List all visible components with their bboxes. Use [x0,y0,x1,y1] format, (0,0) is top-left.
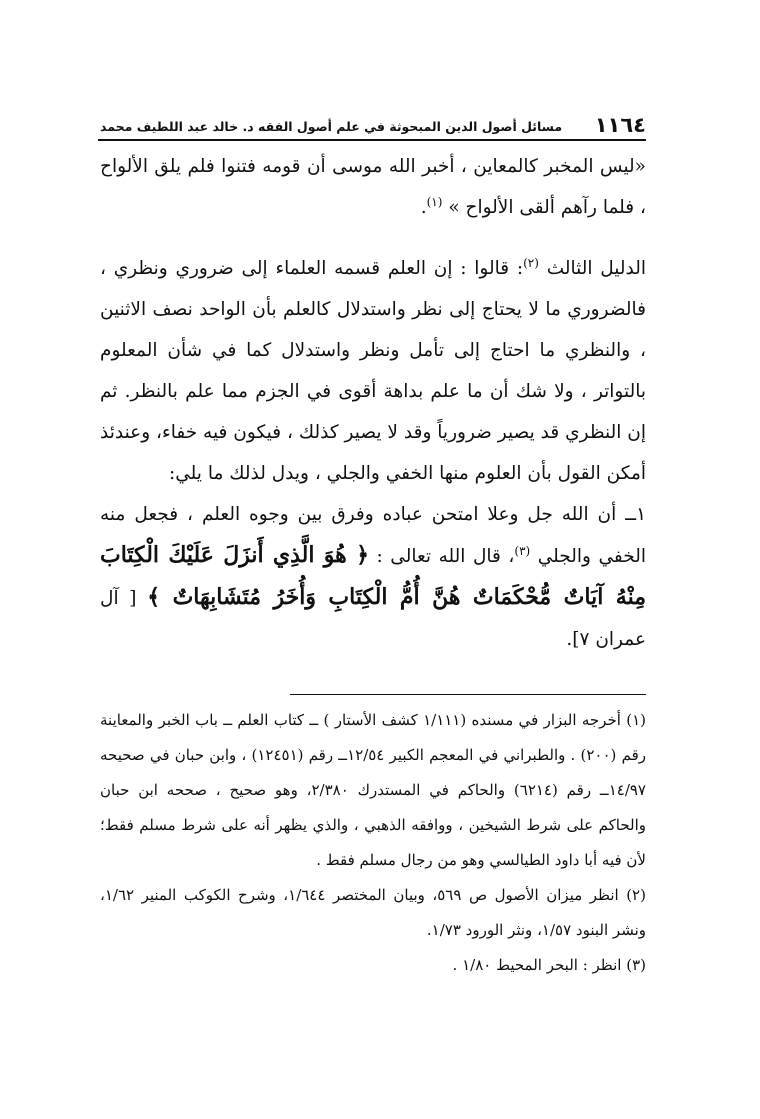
point-1-mid: ، قال الله تعالى : [376,546,515,567]
quote-line-1: «ليس المخبر كالمعاين ، أخبر الله موسى أن قومه فتنوا فلم يلق الألواح ، [100,156,646,218]
quran-verse: ﴿ هُوَ الَّذِي أَنزَلَ عَلَيْكَ الْكِتَابَ مِنْهُ آيَاتٌ مُّحْكَمَاتٌ هُنَّ أُمُّ الْكِتَابِ وَأُخَرُ مُتَشَابِهَاتٌ ﴾ [100,542,646,610]
footnote-ref-2: (٢) [523,255,539,270]
footnote-separator [290,694,646,695]
running-title: مسائل أصول الدين المبحوثة في علم أصول الفقه د. خالد عبد اللطيف محمد [100,119,563,134]
page-number: ١١٦٤ [594,113,646,137]
point-1-text: ١ــ أن الله جل وعلا امتحن عباده وفرق بين وجوه العلم ، فجعل منه الخفي والجلي [100,504,646,567]
footnote-1: (١) أخرجه البزار في مسنده (١/١١١ كشف الأستار ) ــ كتاب العلم ــ باب الخبر والمعاينة رقم (٢٠٠) . والطبراني في المعجم الكبير ١٢/٥٤ــ رقم (١٢٤٥١) ، وابن حبان في صحيحه ١٤/٩٧ــ رقم (٦٢١٤) والحاكم في المستدرك ٢/٣٨٠، وهو صحيح ، صححه ابن حبان والحاكم على شرط الشيخين ، ووافقه الذهبي ، والذي يظهر أنه على شرط مسلم فقط؛ لأن فيه أبا داود الطيالسي وهو من رجال مسلم فقط . [100,711,647,869]
quote-line-2: فلما رآهم ألقى الألواح » [448,197,635,218]
footnote-ref-1: (١) [426,194,443,209]
verse-reference: [ آل عمران ٧]. [100,588,646,650]
footnote-ref-3: (٣) [514,543,531,558]
body-text [100,146,646,660]
footnote-2: (٢) انظر ميزان الأصول ص ٥٦٩، وبيان المختصر ١/٦٤٤، وشرح الكوكب المنير ١/٦٢، ونشر البنود ١/٥٧، ونثر الورود ١/٧٣. [100,886,646,939]
paragraph-quote [100,146,646,228]
paragraph-third-proof [100,248,646,494]
third-proof-text: : قالوا : إن العلم قسمه العلماء إلى ضروري ونظري ، فالضروري ما لا يحتاج إلى نظر واستدلال كالعلم بأن الواحد نصف الاثنين ، والنظري ما احتاج إلى تأمل ونظر واستدلال كما في شأن المعلوم بالتواتر ، ولا شك أن ما علم بداهة أقوى في الجزم مما علم بالنظر. ثم إن النظري قد يصير ضرورياً وقد لا يصير كذلك ، فيكون فيه خفاء، وعندئذ أمكن القول بأن العلوم منها الخفي والجلي ، ويدل لذلك ما يلي: [100,258,646,484]
header-rule [98,139,646,141]
quote-end: . [420,197,427,218]
paragraph-point-1 [100,494,646,660]
footnotes [100,703,646,983]
page-header [100,113,646,137]
paragraph-gap [100,228,646,248]
footnote-3: (٣) انظر : البحر المحيط ١/٨٠ . [452,956,646,974]
third-proof-heading: الدليل الثالث [546,258,646,279]
